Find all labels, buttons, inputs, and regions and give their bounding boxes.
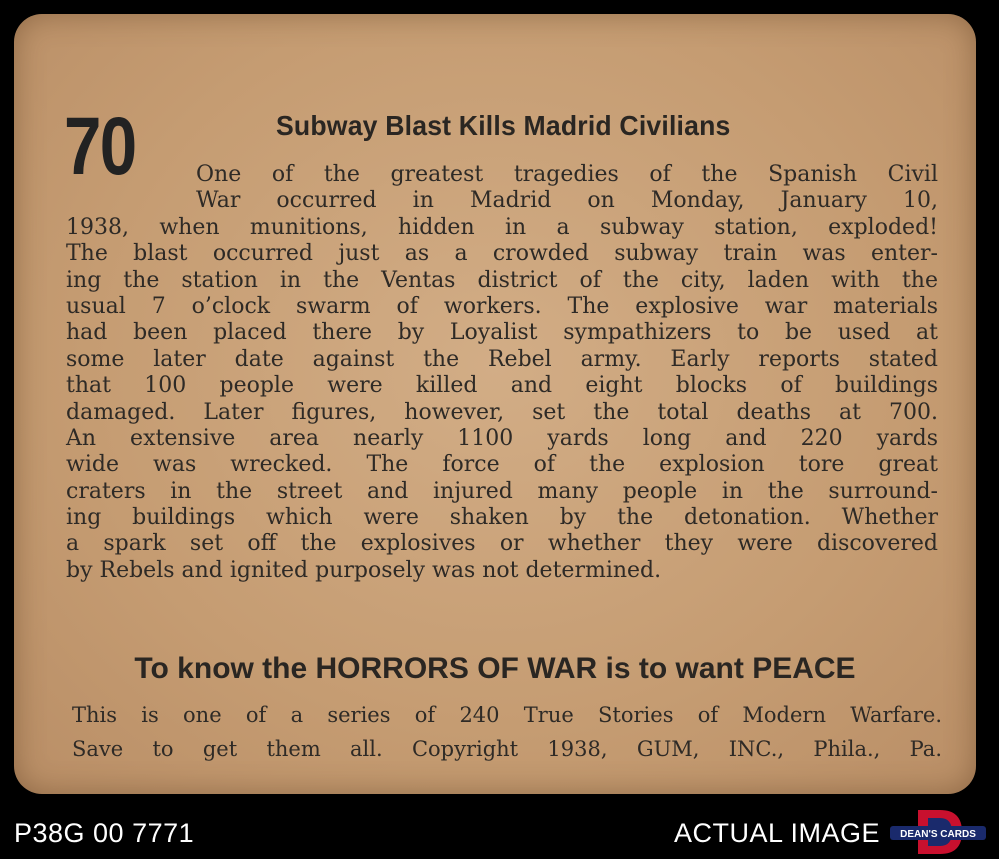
story-line: had been placed there by Loyalist sympathizers to be used at [66,320,938,346]
footer-line: Save to get them all. Copyright 1938, GUM, INC., Phila., Pa. [72,737,942,761]
story-line: One of the greatest tragedies of the Spanish Civil [196,162,938,187]
story-line: usual 7 o’clock swarm of workers. The explosive war materials [66,293,938,319]
story-line: a spark set off the explosives or whether they were discovered [66,531,938,557]
card-motto: To know the HORRORS OF WAR is to want PEACE [134,652,856,685]
logo-text: DEAN'S CARDS [900,829,976,840]
story-line: The blast occurred just as a crowded subway train was enter- [66,241,938,267]
footer-line: This is one of a series of 240 True Stories of Modern Warfare. [72,703,942,727]
card-title: Subway Blast Kills Madrid Civilians [276,110,731,141]
story-line: that 100 people were killed and eight blocks of buildings [66,373,938,399]
story-line: wide was wrecked. The force of the explosion tore great [66,452,938,478]
actual-image-label: ACTUAL IMAGE [674,818,881,848]
story-line: ing buildings which were shaken by the detonation. Whether [66,505,938,531]
story-line: damaged. Later figures, however, set the total deaths at 700. [66,399,938,425]
story-line: War occurred in Madrid on Monday, January 10, [196,188,938,214]
story-line: some later date against the Rebel army. Early reports stated [66,346,938,372]
card-number: 70 [64,101,136,192]
deans-cards-logo [888,808,988,856]
story-line: ing the station in the Ventas district of the city, laden with the [66,267,938,293]
story-line: An extensive area nearly 1100 yards long and 220 yards [66,425,938,451]
cert-number: P38G 00 7771 [14,818,195,848]
story-line: craters in the street and injured many people in the surround- [66,478,938,504]
story-line: 1938, when munitions, hidden in a subway station, exploded! [66,214,938,240]
card-story-text [66,162,938,584]
card-footer [72,698,942,766]
card-back [14,14,976,794]
story-line: by Rebels and ignited purposely was not determined. [66,557,662,583]
